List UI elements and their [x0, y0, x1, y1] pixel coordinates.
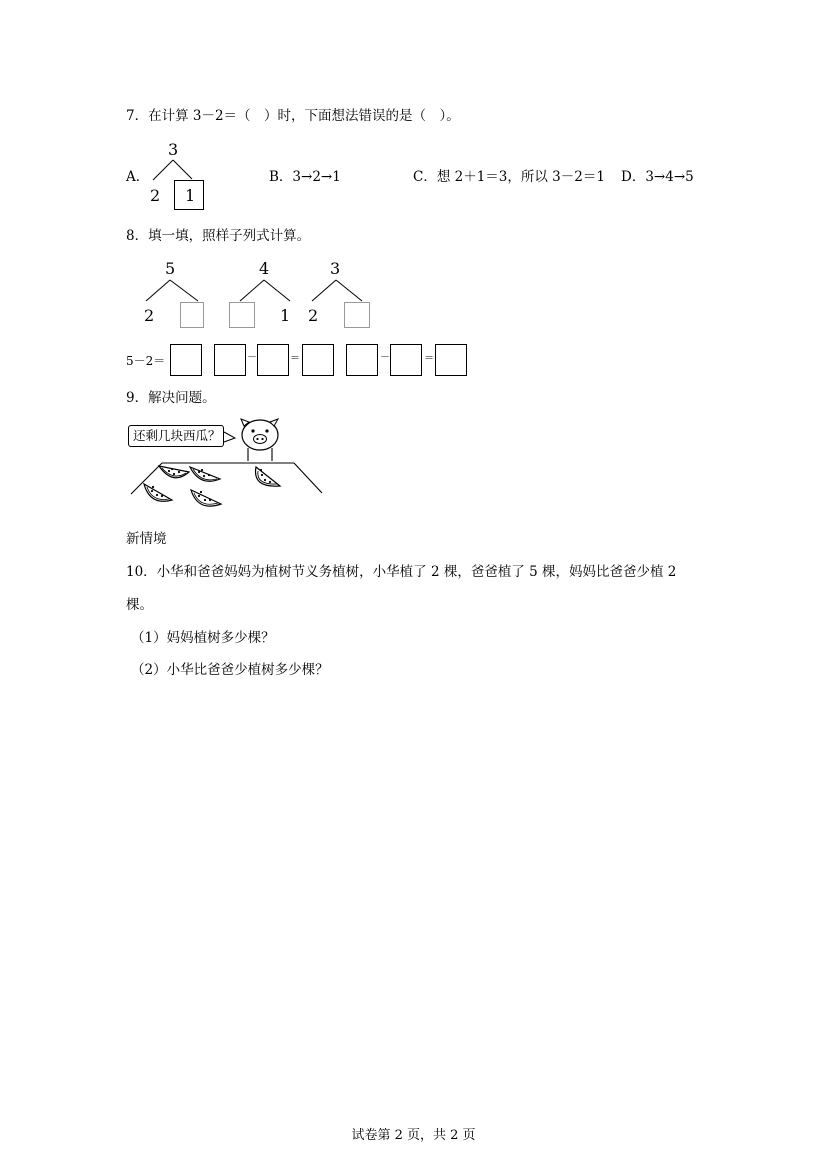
q8-tree3-right-box[interactable] — [344, 302, 370, 328]
watermelon-slice-icon — [188, 486, 224, 514]
page-footer: 试卷第 2 页，共 2 页 — [351, 1128, 476, 1143]
q10-sub-question-2: （2）小华比爸爸少植树多少棵？ — [131, 662, 329, 678]
q8-equals-sign-2: ＝ — [424, 353, 434, 364]
q8-answer-box-3[interactable] — [257, 344, 289, 376]
q8-tree3-top: 3 — [330, 259, 341, 278]
q9-stem: 9．解决问题。 — [126, 390, 216, 406]
q7-stem: 7．在计算 3－2＝（ ）时，下面想法错误的是（ ）。 — [126, 108, 460, 124]
q8-minus-sign-2: － — [380, 352, 390, 363]
q8-example-equation: 5－2＝ — [126, 354, 166, 368]
speech-bubble — [128, 425, 224, 447]
q10-line-1: 10．小华和爸爸妈妈为植树节义务植树，小华植了 2 棵，爸爸植了 5 棵，妈妈比爸爸少植 2 — [126, 564, 677, 580]
q8-tree1-left: 2 — [144, 306, 155, 325]
q7-a-tree-top: 3 — [168, 140, 179, 159]
pig-icon — [236, 417, 286, 465]
q8-answer-box-4[interactable] — [302, 344, 334, 376]
q8-tree1-right-box[interactable] — [180, 302, 204, 328]
q8-answer-box-7[interactable] — [435, 344, 467, 376]
q10-sub-question-1: （1）妈妈植树多少棵？ — [131, 630, 275, 646]
q8-tree3-left: 2 — [308, 306, 319, 325]
watermelon-slice-icon — [140, 480, 176, 508]
q7-a-tree-box: 1 — [174, 180, 204, 210]
q8-tree2-top: 4 — [259, 259, 270, 278]
q8-answer-box-1[interactable] — [170, 344, 202, 376]
watermelon-slice-icon — [250, 464, 284, 494]
q8-equals-sign-1: ＝ — [290, 353, 300, 364]
q7-option-a-label: A． — [126, 169, 150, 185]
q8-answer-box-2[interactable] — [214, 344, 246, 376]
section-label: 新情境 — [126, 531, 167, 547]
speech-bubble-text: 还剩几块西瓜？ — [133, 428, 221, 443]
q8-answer-box-6[interactable] — [390, 344, 422, 376]
q8-answer-box-5[interactable] — [346, 344, 378, 376]
q8-minus-sign-1: － — [247, 352, 257, 363]
q8-tree2-right: 1 — [280, 306, 291, 325]
q8-tree1-top: 5 — [165, 259, 176, 278]
q7-a-tree-left: 2 — [150, 186, 161, 205]
q7-option-b: B．3→2→1 — [269, 169, 341, 185]
q7-option-d: D．3→4→5 — [621, 169, 694, 185]
q8-stem: 8．填一填，照样子列式计算。 — [126, 228, 311, 244]
q7-option-c: C．想 2＋1＝3，所以 3－2＝1 — [413, 169, 605, 185]
q8-tree2-left-box[interactable] — [229, 302, 255, 328]
q10-line-2: 棵。 — [126, 597, 153, 613]
